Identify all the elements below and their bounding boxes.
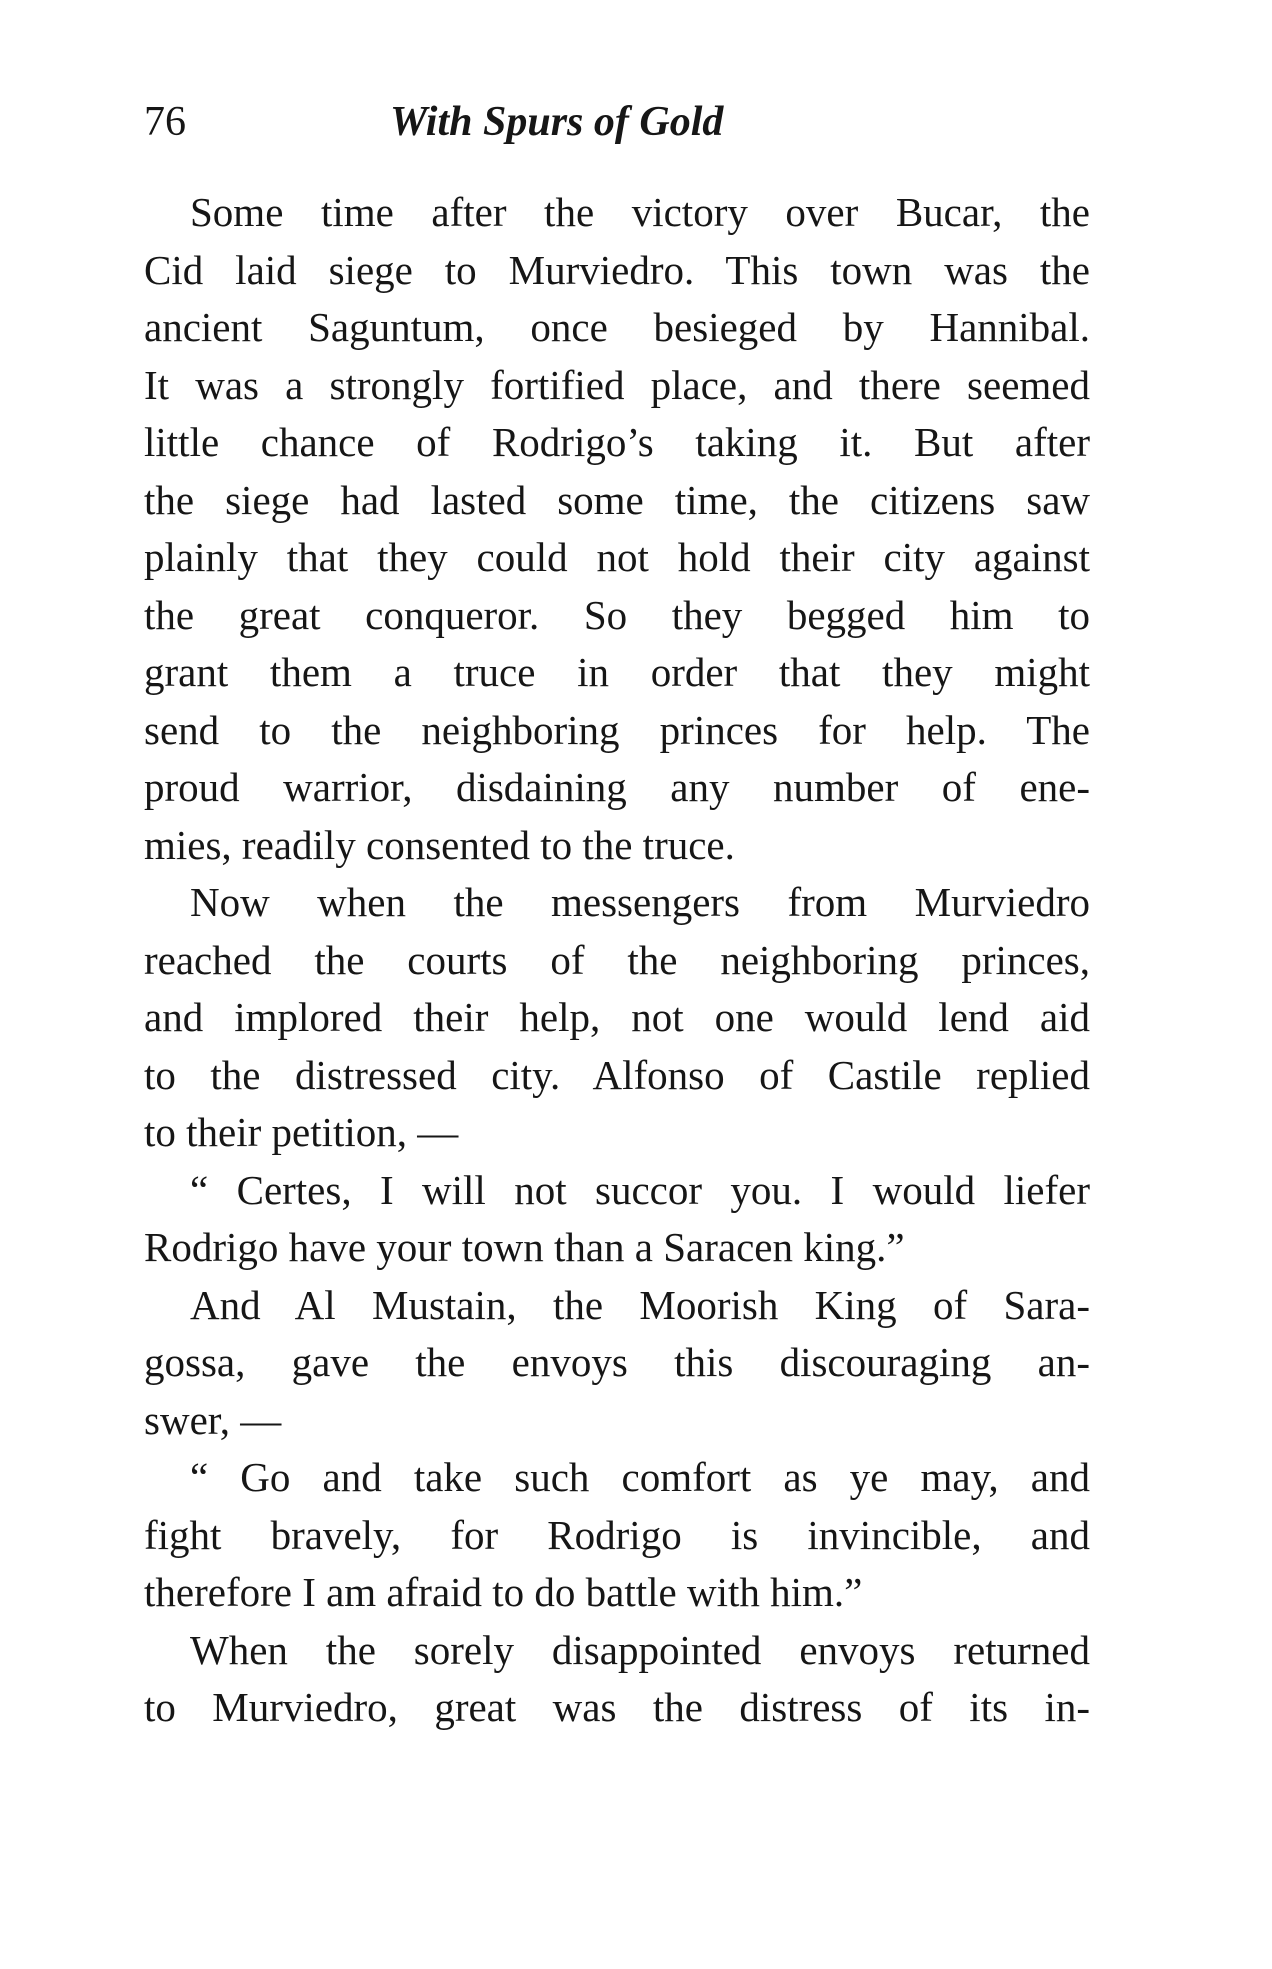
text-line: swer, — bbox=[144, 1396, 282, 1443]
text-line: gossa, gave the envoys this discouraging an- bbox=[144, 1339, 1090, 1385]
text-line: “ Certes, I will not succor you. I would liefer bbox=[190, 1166, 1090, 1213]
running-head bbox=[144, 92, 1094, 152]
text-line: to Murviedro, great was the distress of its in- bbox=[144, 1684, 1090, 1730]
text-line: And Al Mustain, the Moorish King of Sara- bbox=[190, 1281, 1090, 1328]
text-line: reached the courts of the neighboring princes, bbox=[144, 936, 1090, 983]
text-line: the siege had lasted some time, the citizens saw bbox=[144, 476, 1090, 523]
text-line: send to the neighboring princes for help. The bbox=[144, 706, 1090, 753]
text-line: Cid laid siege to Murviedro. This town was the bbox=[144, 246, 1090, 293]
text-line: mies, readily consented to the truce. bbox=[144, 821, 735, 868]
text-line: Now when the messengers from Murviedro bbox=[190, 879, 1090, 925]
page-number: 76 bbox=[144, 99, 186, 145]
text-line: little chance of Rodrigo’s taking it. But after bbox=[144, 419, 1090, 465]
text-line: grant them a truce in order that they might bbox=[144, 649, 1090, 695]
text-line: Rodrigo have your town than a Saracen king.” bbox=[144, 1224, 905, 1270]
text-line: to their petition, — bbox=[144, 1109, 459, 1155]
body-text bbox=[144, 184, 1090, 1737]
text-line: It was a strongly fortified place, and there seemed bbox=[144, 361, 1090, 408]
text-line: proud warrior, disdaining any number of ene- bbox=[144, 764, 1090, 810]
text-line: the great conqueror. So they begged him to bbox=[144, 591, 1090, 638]
text-line: Some time after the victory over Bucar, the bbox=[190, 189, 1090, 235]
text-line: and implored their help, not one would lend aid bbox=[144, 994, 1090, 1040]
text-line: to the distressed city. Alfonso of Castile replied bbox=[144, 1051, 1090, 1098]
text-line: When the sorely disappointed envoys returned bbox=[190, 1626, 1090, 1673]
text-line: plainly that they could not hold their city against bbox=[144, 534, 1090, 580]
text-line: ancient Saguntum, once besieged by Hannibal. bbox=[144, 304, 1090, 350]
text-line: therefore I am afraid to do battle with him.” bbox=[144, 1569, 863, 1615]
text-line: fight bravely, for Rodrigo is invincible, and bbox=[144, 1511, 1090, 1558]
text-line: “ Go and take such comfort as ye may, and bbox=[190, 1454, 1090, 1500]
book-title: With Spurs of Gold bbox=[390, 99, 724, 145]
